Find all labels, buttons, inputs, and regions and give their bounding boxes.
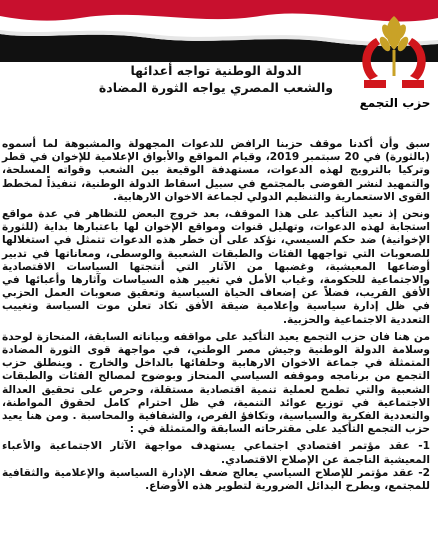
paragraph-1: سبق وأن أكدنا موقف حزبنا الرافض للدعوات المجهولة والمشبوهة لما أسموه (بالثورة) في 20 سبتمبر 2019، وقيام المواقع والأبواق الإعلامية للإخوان في قطر وتركيا بالترويج لهذه الدعوات، مستهدفة الوقيعة بين الشعب وقواته المسلحة، والتمهيد لنشر الفوضى بالمجتمع في سبيل اسقاط الدولة الوطنية، تنفيذاً لمخطط القوى الاستعمارية والتنظيم الدولي لجماعة الاخوان الارهابية. [2,138,431,203]
article-body [2,138,430,493]
paragraph-2: ونحن إذ نعيد التأكيد على هذا الموقف، بعد خروج البعض للتظاهر في عدة مواقع استجابة لهذه الدعوات، وتهليل قنوات ومواقع الإخوان لها باعتبارها بداية (للثورة الإخوانية) ضد حكم السيسي، نؤكد على أن خطر هذه الدعوات تتمثل في استغلالها للصعوبات التي تواجهها الفئات والطبقات الشعبية والوسطى، ومعاناتها في تدبير أوضاعها المعيشية، وغضبها من الآثار التي أنتجتها السياسات الاقتصادية والاجتماعية للحكومة، وغياب الأمل في تغيير هذه السياسات وآثارها وأعبائها في الأفق القريب، فضلاً عن إضعاف الحياة السياسية وتعقيق صعوبات العمل الحزبي في ظل إدارة سياسية وإعلامية ضيقة الأفق تكاد تعلن موت السياسة وتغييب التعددية الاجتماعية والحزبية. [2,208,430,326]
proposal-item-1: 1- عقد مؤتمر اقتصادي اجتماعي يستهدف مواجهة الآثار الاجتماعية والأعباء المعيشية الناجمة عن الإصلاح الاقتصادي. [2,440,430,466]
proposal-item-2: 2- عقد مؤتمر للإصلاح السياسي يعالج ضعف الإدارة السياسية والإعلامية والثقافية للمجتمع، ويطرح البدائل الضرورية لتطوير هذه الأوضاع. [2,466,430,493]
paragraph-3: من هنا فان حزب التجمع يعيد التأكيد على مواقفه وبياناته السابقة، المنحازة لوحدة وسلامة الدولة الوطنية وجيش مصر الوطني، في مواجهة قوى الثورة المضادة المتمثلة في جماعة الاخوان الارهابية وحلفائها بالداخل والخارج . وينطلق حزب التجمع من برنامجه وموقفه السياسي المنحاز وبوضوح لمصالح الفئات والطبقات الشعبية والتي تطمح لعملية تنمية اقتصادية مستقلة، وحرص على تحقيق العدالة الاجتماعية في توزيع عوائد التنمية، في ظل احترام كامل لحقوق المواطنة، والتعددية الفكرية والسياسية، وتكافؤ الفرص، والشفافية والمحاسبة . ومن هنا يعيد حزب التجمع التأكيد على مقترحاته السابقة والمتمثلة في : [2,330,430,436]
article-headline [80,62,352,96]
headline-line-2: والشعب المصري يواجه الثورة المضادة [98,80,334,95]
party-name-caption: حزب التجمع [359,96,431,110]
wheat-and-gear-emblem [354,10,434,96]
headline-line-1: الدولة الوطنية تواجه أعدائها [130,63,302,78]
